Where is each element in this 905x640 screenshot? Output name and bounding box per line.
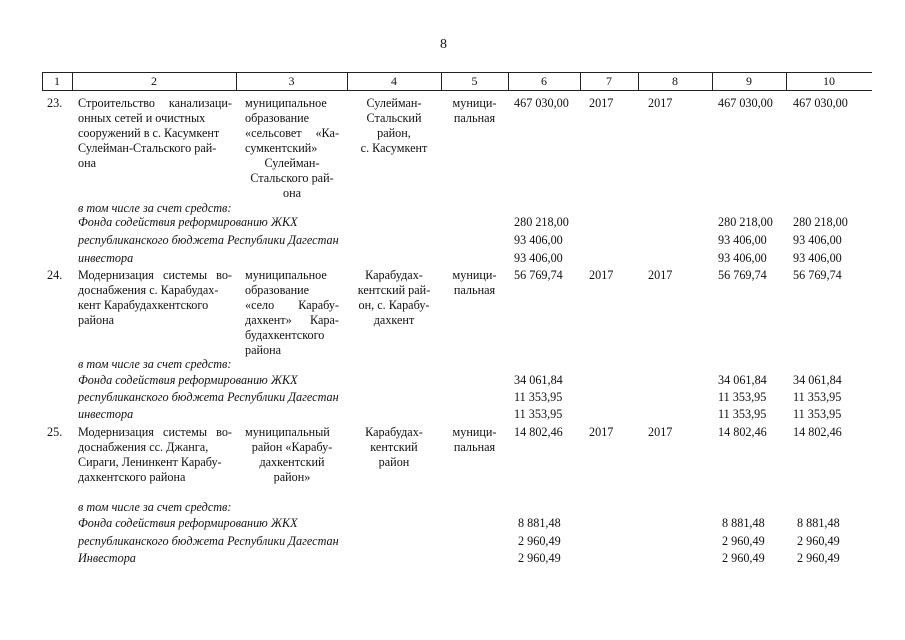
total-cost: 56 769,74 [514,268,563,282]
column-header: 9 [746,74,752,88]
column-9-value: 56 769,74 [718,268,767,282]
end-year: 2017 [648,425,673,439]
funding-label: в том числе за счет средств: [78,500,232,514]
header-bottom-rule [42,90,872,91]
funding-label: в том числе за счет средств: [78,201,232,215]
column-header: 7 [606,74,612,88]
start-year: 2017 [589,268,614,282]
row-number: 24. [47,268,63,282]
column-header: 10 [823,74,835,88]
total-cost: 467 030,00 [514,96,569,110]
row-number: 25. [47,425,63,439]
column-header: 8 [672,74,678,88]
column-header: 4 [391,74,397,88]
start-year: 2017 [589,96,614,110]
column-9-value: 467 030,00 [718,96,773,110]
total-cost: 14 802,46 [514,425,563,439]
column-10-value: 14 802,46 [793,425,842,439]
start-year: 2017 [589,425,614,439]
column-header: 3 [288,74,295,88]
column-header: 5 [471,74,478,88]
column-header: 1 [54,74,60,88]
column-10-value: 467 030,00 [793,96,848,110]
end-year: 2017 [648,268,673,282]
column-9-value: 14 802,46 [718,425,767,439]
end-year: 2017 [648,96,673,110]
column-header: 6 [541,74,547,88]
column-10-value: 56 769,74 [793,268,842,282]
funding-label: в том числе за счет средств: [78,357,232,371]
page-number: 8 [440,37,447,52]
column-header: 2 [151,74,157,88]
row-number: 23. [47,96,63,110]
